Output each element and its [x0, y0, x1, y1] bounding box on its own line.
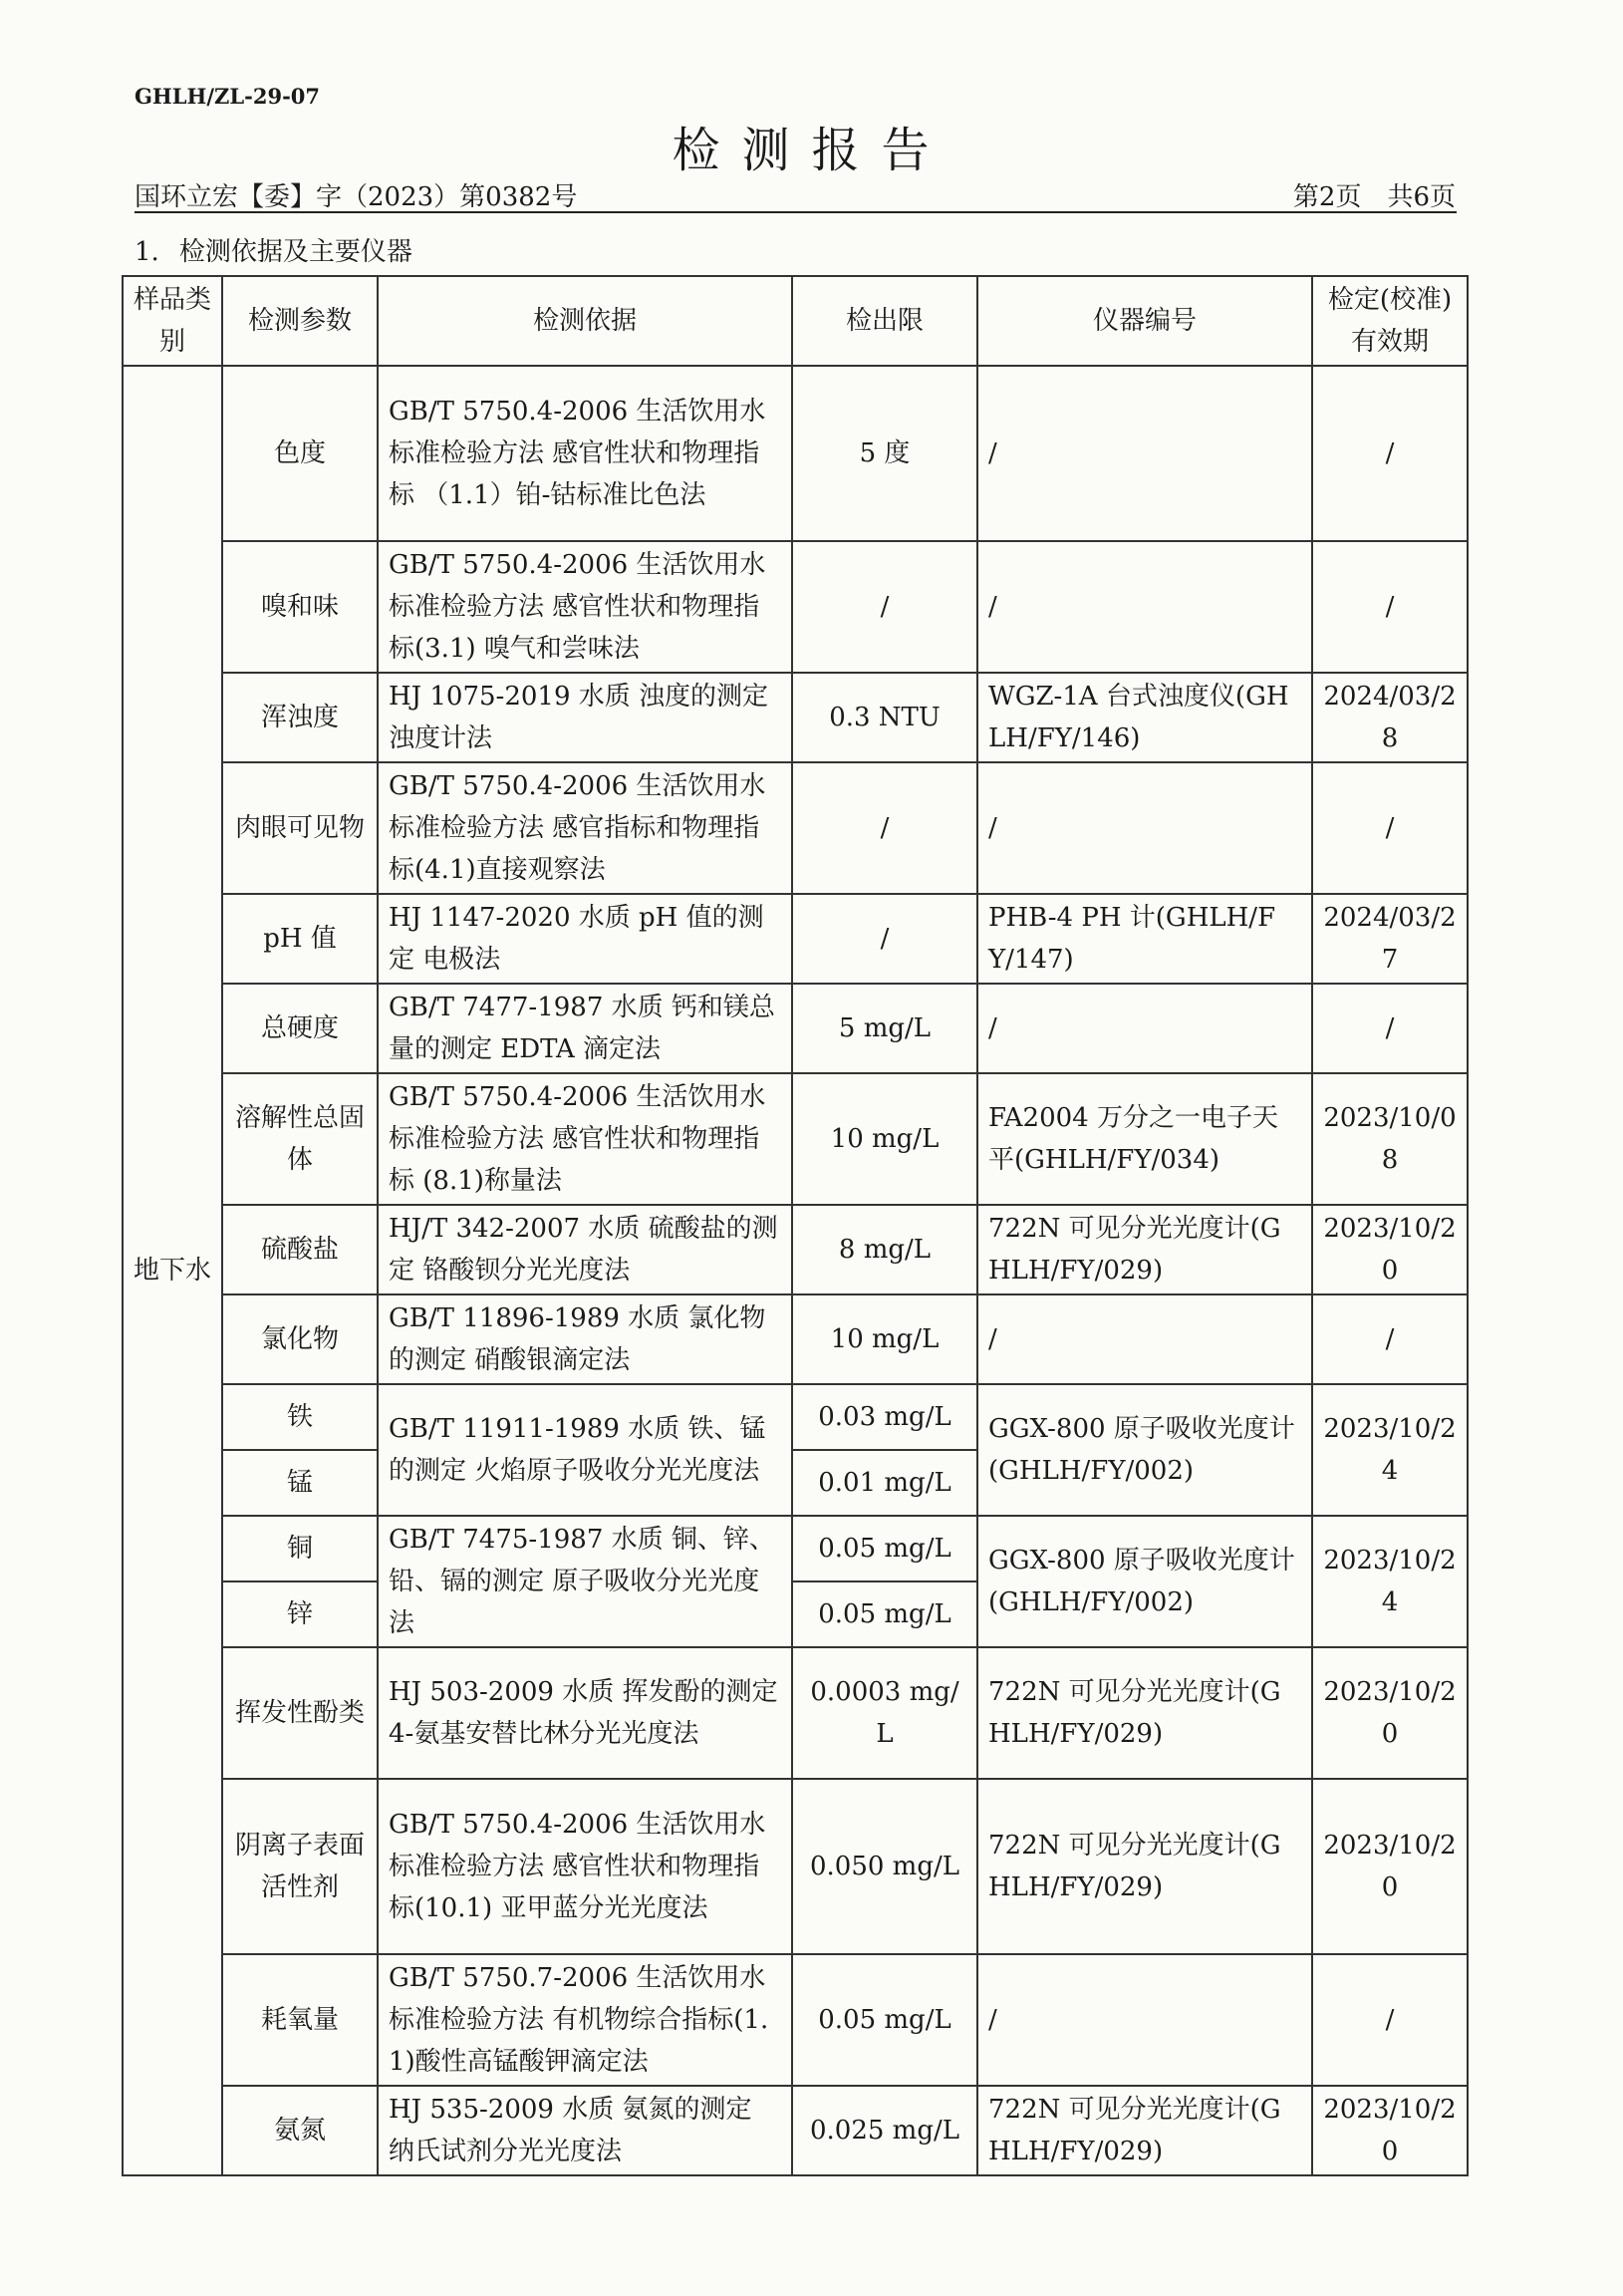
category-text: 地下水 [134, 1256, 212, 1286]
param-cell: 锌 [222, 1581, 378, 1647]
validity-cell: 2023/10/20 [1312, 1647, 1468, 1779]
basis-cell: GB/T 5750.4-2006 生活饮用水标准检验方法 感官指标和物理指标(4.1)直接观察法 [378, 762, 792, 894]
limit-cell: 5 度 [792, 366, 977, 541]
param-cell: 挥发性酚类 [222, 1647, 378, 1779]
instrument-cell: FA2004 万分之一电子天平(GHLH/FY/034) [977, 1073, 1312, 1205]
basis-cell: GB/T 5750.4-2006 生活饮用水标准检验方法 感官性状和物理指标(10.1) 亚甲蓝分光光度法 [378, 1779, 792, 1954]
limit-cell: 0.0003 mg/L [792, 1647, 977, 1779]
instrument-cell: 722N 可见分光光度计(GHLH/FY/029) [977, 1779, 1312, 1954]
table-row [123, 1516, 1468, 1581]
validity-cell: / [1312, 366, 1468, 541]
table-row [123, 541, 1468, 673]
header-instrument: 仪器编号 [977, 276, 1312, 366]
validity-cell: 2023/10/08 [1312, 1073, 1468, 1205]
table-row [123, 1384, 1468, 1450]
param-cell: 阴离子表面活性剂 [222, 1779, 378, 1954]
report-title: 检测报告 [672, 123, 951, 178]
header-limit: 检出限 [792, 276, 977, 366]
validity-cell: 2023/10/20 [1312, 1779, 1468, 1954]
header-basis: 检测依据 [378, 276, 792, 366]
table-row [123, 984, 1468, 1073]
table-row [123, 673, 1468, 762]
basis-cell: GB/T 11896-1989 水质 氯化物的测定 硝酸银滴定法 [378, 1294, 792, 1384]
section-heading [135, 231, 432, 268]
limit-cell: 0.05 mg/L [792, 1581, 977, 1647]
validity-cell: / [1312, 762, 1468, 894]
basis-cell: GB/T 5750.7-2006 生活饮用水标准检验方法 有机物综合指标(1.1)酸性高锰酸钾滴定法 [378, 1954, 792, 2086]
param-cell: 浑浊度 [222, 673, 378, 762]
validity-cell: 2023/10/20 [1312, 2086, 1468, 2175]
limit-cell: 0.03 mg/L [792, 1384, 977, 1450]
limit-cell: 0.050 mg/L [792, 1779, 977, 1954]
validity-cell: 2023/10/24 [1312, 1384, 1468, 1516]
param-cell: 硫酸盐 [222, 1205, 378, 1294]
validity-cell: / [1312, 1294, 1468, 1384]
section-title-text: 检测依据及主要仪器 [178, 237, 412, 267]
limit-cell: 8 mg/L [792, 1205, 977, 1294]
param-cell: 耗氧量 [222, 1954, 378, 2086]
header-param: 检测参数 [222, 276, 378, 366]
header-category: 样品类别 [123, 276, 222, 366]
basis-cell: HJ 535-2009 水质 氨氮的测定 纳氏试剂分光光度法 [378, 2086, 792, 2175]
instrument-cell: GGX-800 原子吸收光度计(GHLH/FY/002) [977, 1516, 1312, 1647]
table-row [123, 894, 1468, 984]
instrument-cell: / [977, 1294, 1312, 1384]
param-cell: 肉眼可见物 [222, 762, 378, 894]
validity-cell: / [1312, 984, 1468, 1073]
validity-cell: 2023/10/20 [1312, 1205, 1468, 1294]
table-row [123, 1779, 1468, 1954]
category-cell [123, 366, 222, 2175]
instrument-cell: / [977, 762, 1312, 894]
limit-cell: / [792, 762, 977, 894]
param-cell: 总硬度 [222, 984, 378, 1073]
validity-cell: 2023/10/24 [1312, 1516, 1468, 1647]
instrument-cell: / [977, 1954, 1312, 2086]
limit-cell: / [792, 894, 977, 984]
test-basis-table [122, 275, 1469, 2176]
basis-cell: HJ 1147-2020 水质 pH 值的测定 电极法 [378, 894, 792, 984]
instrument-cell: 722N 可见分光光度计(GHLH/FY/029) [977, 1205, 1312, 1294]
validity-cell: / [1312, 1954, 1468, 2086]
validity-cell: / [1312, 541, 1468, 673]
basis-cell: HJ/T 342-2007 水质 硫酸盐的测定 铬酸钡分光光度法 [378, 1205, 792, 1294]
page-indicator: 第2页 共6页 [1292, 182, 1456, 212]
basis-cell: GB/T 5750.4-2006 生活饮用水标准检验方法 感官性状和物理指标(3.1) 嗅气和尝味法 [378, 541, 792, 673]
instrument-cell: / [977, 984, 1312, 1073]
param-cell: 色度 [222, 366, 378, 541]
header-rule [135, 211, 1457, 213]
reference-number: 国环立宏【委】字（2023）第0382号 [135, 182, 578, 212]
limit-cell: 0.05 mg/L [792, 1516, 977, 1581]
instrument-cell: / [977, 366, 1312, 541]
limit-cell: 0.025 mg/L [792, 2086, 977, 2175]
validity-cell: 2024/03/28 [1312, 673, 1468, 762]
param-cell: 锰 [222, 1450, 378, 1516]
table-row [123, 1073, 1468, 1205]
table-header-row [123, 276, 1468, 366]
param-cell: 嗅和味 [222, 541, 378, 673]
limit-cell: 0.01 mg/L [792, 1450, 977, 1516]
table-row [123, 762, 1468, 894]
table-row [123, 366, 1468, 541]
limit-cell: 10 mg/L [792, 1073, 977, 1205]
table-row [123, 1205, 1468, 1294]
param-cell: 铜 [222, 1516, 378, 1581]
instrument-cell: PHB-4 PH 计(GHLH/FY/147) [977, 894, 1312, 984]
limit-cell: / [792, 541, 977, 673]
instrument-cell: WGZ-1A 台式浊度仪(GHLH/FY/146) [977, 673, 1312, 762]
instrument-cell: / [977, 541, 1312, 673]
limit-cell: 0.05 mg/L [792, 1954, 977, 2086]
param-cell: pH 值 [222, 894, 378, 984]
header-validity: 检定(校准)有效期 [1312, 276, 1468, 366]
table-row [123, 1294, 1468, 1384]
table-row [123, 2086, 1468, 2175]
instrument-cell: 722N 可见分光光度计(GHLH/FY/029) [977, 1647, 1312, 1779]
param-cell: 溶解性总固体 [222, 1073, 378, 1205]
param-cell: 氨氮 [222, 2086, 378, 2175]
table-row [123, 1647, 1468, 1779]
basis-cell: HJ 1075-2019 水质 浊度的测定 浊度计法 [378, 673, 792, 762]
section-number: 1. [135, 237, 159, 267]
param-cell: 铁 [222, 1384, 378, 1450]
basis-cell: GB/T 5750.4-2006 生活饮用水标准检验方法 感官性状和物理指标 （1.1）铂-钴标准比色法 [378, 366, 792, 541]
document-code: GHLH/ZL-29-07 [135, 84, 321, 109]
limit-cell: 5 mg/L [792, 984, 977, 1073]
basis-cell: GB/T 7477-1987 水质 钙和镁总量的测定 EDTA 滴定法 [378, 984, 792, 1073]
basis-cell: GB/T 7475-1987 水质 铜、锌、铅、镉的测定 原子吸收分光光度法 [378, 1516, 792, 1647]
instrument-cell: 722N 可见分光光度计(GHLH/FY/029) [977, 2086, 1312, 2175]
basis-cell: GB/T 5750.4-2006 生活饮用水标准检验方法 感官性状和物理指标 (8.1)称量法 [378, 1073, 792, 1205]
basis-cell: GB/T 11911-1989 水质 铁、锰的测定 火焰原子吸收分光光度法 [378, 1384, 792, 1516]
basis-cell: HJ 503-2009 水质 挥发酚的测定 4-氨基安替比林分光光度法 [378, 1647, 792, 1779]
param-cell: 氯化物 [222, 1294, 378, 1384]
limit-cell: 10 mg/L [792, 1294, 977, 1384]
table-row [123, 1954, 1468, 2086]
validity-cell: 2024/03/27 [1312, 894, 1468, 984]
limit-cell: 0.3 NTU [792, 673, 977, 762]
instrument-cell: GGX-800 原子吸收光度计(GHLH/FY/002) [977, 1384, 1312, 1516]
